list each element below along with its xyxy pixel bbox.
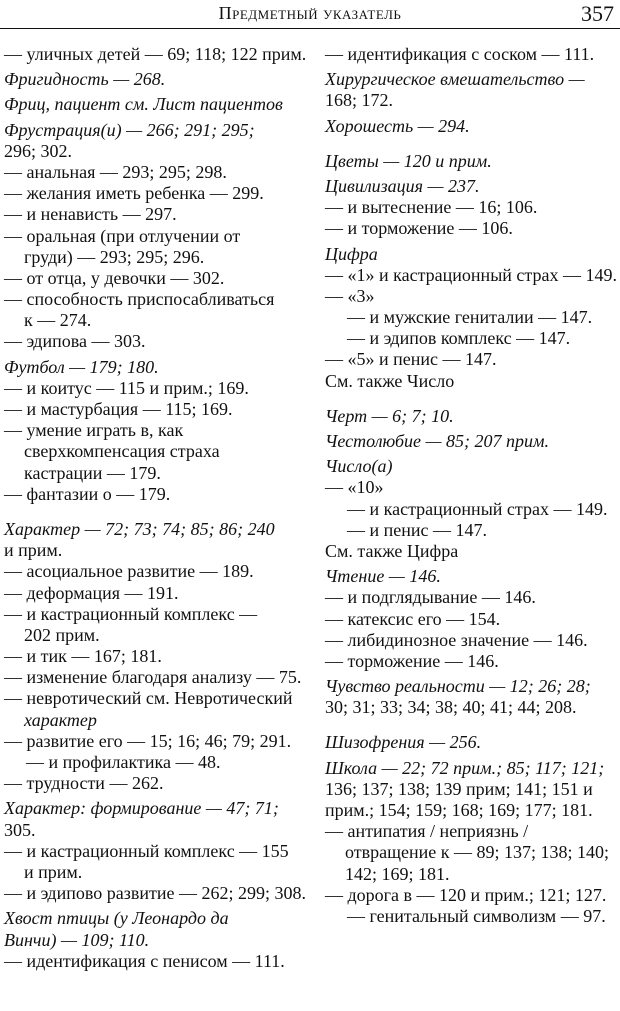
index-line: 202 прим.	[24, 624, 100, 645]
index-line: — и профилактика — 48.	[26, 752, 221, 772]
entry-gap	[4, 505, 306, 519]
index-line: — невротический см. Невротический	[4, 688, 293, 709]
index-line: — идентификация с соском — 111.	[325, 44, 595, 64]
index-line: — «5» и пенис — 147.	[325, 349, 497, 370]
index-line: — торможение — 146.	[325, 650, 499, 671]
index-line: Черт — 6; 7; 10.	[325, 405, 454, 426]
index-line: Фриц, пациент см. Лист пациентов	[4, 94, 283, 115]
entry-gap	[325, 392, 617, 406]
index-line: — оральная (при отлучении от	[4, 225, 241, 246]
index-line: — «3»	[325, 285, 375, 306]
index-line: 305.	[4, 819, 36, 840]
page-header	[0, 0, 620, 40]
entry-gap	[325, 718, 617, 732]
index-line: 142; 169; 181.	[345, 863, 450, 884]
index-line: Цивилизация — 237.	[325, 175, 480, 196]
index-line: — катексис его — 154.	[325, 608, 501, 629]
index-line: 296; 302.	[4, 140, 73, 161]
index-line: — и эдипов комплекс — 147.	[347, 328, 571, 349]
index-line: — генитальный символизм — 97.	[347, 905, 606, 926]
index-line: Чувство реальности — 12; 26; 28;	[325, 676, 591, 697]
index-line: Хвост птицы (у Леонардо да	[4, 908, 229, 929]
index-line: — деформация — 191.	[4, 582, 179, 603]
index-line: — и подглядывание — 146.	[325, 587, 536, 608]
index-line: — и пенис — 147.	[347, 519, 488, 540]
index-line: и прим.	[24, 861, 83, 882]
index-line: — способность приспосабливаться	[4, 289, 275, 310]
index-line: Число(а)	[325, 456, 393, 477]
index-line: — желания иметь ребенка — 299.	[4, 183, 264, 204]
page-number: 357	[581, 1, 614, 26]
index-line: Характер — 72; 73; 74; 85; 86; 240	[4, 518, 275, 539]
index-line: Хорошесть — 294.	[325, 115, 470, 136]
index-line: Цветы — 120 и прим.	[325, 150, 492, 171]
index-line: Честолюбие — 85; 207 прим.	[325, 431, 550, 451]
index-line: — и мастурбация — 115; 169.	[4, 399, 233, 419]
entry-gap	[325, 137, 617, 151]
index-line: сверхкомпенсация страха	[24, 441, 220, 462]
index-line: — и тик — 167; 181.	[4, 646, 162, 667]
index-line: отвращение к — 89; 137; 138; 140;	[345, 842, 609, 863]
index-line: Шизофрения — 256.	[325, 732, 482, 753]
index-line: — и эдипово развитие — 262; 299; 308.	[4, 883, 306, 904]
index-column-right	[325, 44, 617, 927]
index-line: — трудности — 262.	[4, 773, 164, 794]
index-line: — и мужские гениталии — 147.	[347, 307, 593, 328]
index-line: — идентификация с пенисом — 111.	[4, 950, 285, 971]
index-line: — уличных детей — 69; 118; 122 прим.	[4, 44, 307, 64]
index-line: Фригидность — 268.	[4, 69, 166, 90]
index-line: — и кастрационный комплекс — 155	[4, 840, 289, 861]
index-line: — и торможение — 106.	[325, 218, 513, 239]
index-line: См. также Число	[325, 370, 455, 391]
index-line: прим.; 154; 159; 168; 169; 177; 181.	[325, 800, 593, 820]
index-line: Чтение — 146.	[325, 566, 441, 587]
index-line: Винчи) — 109; 110.	[4, 929, 150, 950]
index-line: См. также Цифра	[325, 540, 459, 561]
index-line: кастрации — 179.	[24, 462, 161, 483]
index-line: — умение играть в, как	[4, 420, 184, 441]
index-line: — антипатия / неприязнь /	[325, 821, 529, 842]
index-line: груди) — 293; 295; 296.	[24, 246, 205, 267]
index-line: — анальная — 293; 295; 298.	[4, 161, 227, 182]
index-line: и прим.	[4, 540, 63, 561]
index-line: Школа — 22; 72 прим.; 85; 117; 121;	[325, 757, 605, 778]
index-line: — и вытеснение — 16; 106.	[325, 197, 538, 218]
index-column-left	[4, 44, 306, 972]
index-line: 168; 172.	[325, 90, 394, 111]
index-line: — развитие его — 15; 16; 46; 79; 291.	[4, 730, 292, 751]
index-line: Характер: формирование — 47; 71;	[4, 798, 279, 819]
index-line: к — 274.	[24, 310, 92, 331]
index-line: — и кастрационный страх — 149.	[347, 498, 608, 519]
index-line: Фрустрация(и) — 266; 291; 295;	[4, 119, 255, 140]
index-line: — и коитус — 115 и прим.; 169.	[4, 377, 249, 398]
index-line: — дорога в — 120 и прим.; 121; 127.	[325, 884, 607, 905]
index-line: — эдипова — 303.	[4, 331, 146, 352]
index-line: характер	[24, 709, 97, 730]
index-line: — фантазии о — 179.	[4, 483, 171, 504]
index-line: Футбол — 179; 180.	[4, 356, 159, 377]
index-line: — «10»	[325, 477, 384, 498]
index-line: — «1» и кастрационный страх — 149.	[325, 264, 617, 285]
index-line: — асоциальное развитие — 189.	[4, 561, 254, 582]
index-line: 136; 137; 138; 139 прим; 141; 151 и	[325, 778, 593, 799]
index-line: — от отца, у девочки — 302.	[4, 267, 225, 288]
index-line: — изменение благодаря анализу — 75.	[4, 667, 302, 688]
index-line: Хирургическое вмешательство —	[325, 69, 585, 90]
running-title: Предметный указатель	[218, 3, 402, 23]
index-line: — и ненависть — 297.	[4, 204, 177, 225]
index-line: — и кастрационный комплекс —	[4, 603, 258, 624]
header-rule	[0, 28, 620, 29]
index-line: — либидинозное значение — 146.	[325, 629, 588, 650]
index-line: Цифра	[325, 243, 378, 264]
index-line: 30; 31; 33; 34; 38; 40; 41; 44; 208.	[325, 697, 577, 718]
